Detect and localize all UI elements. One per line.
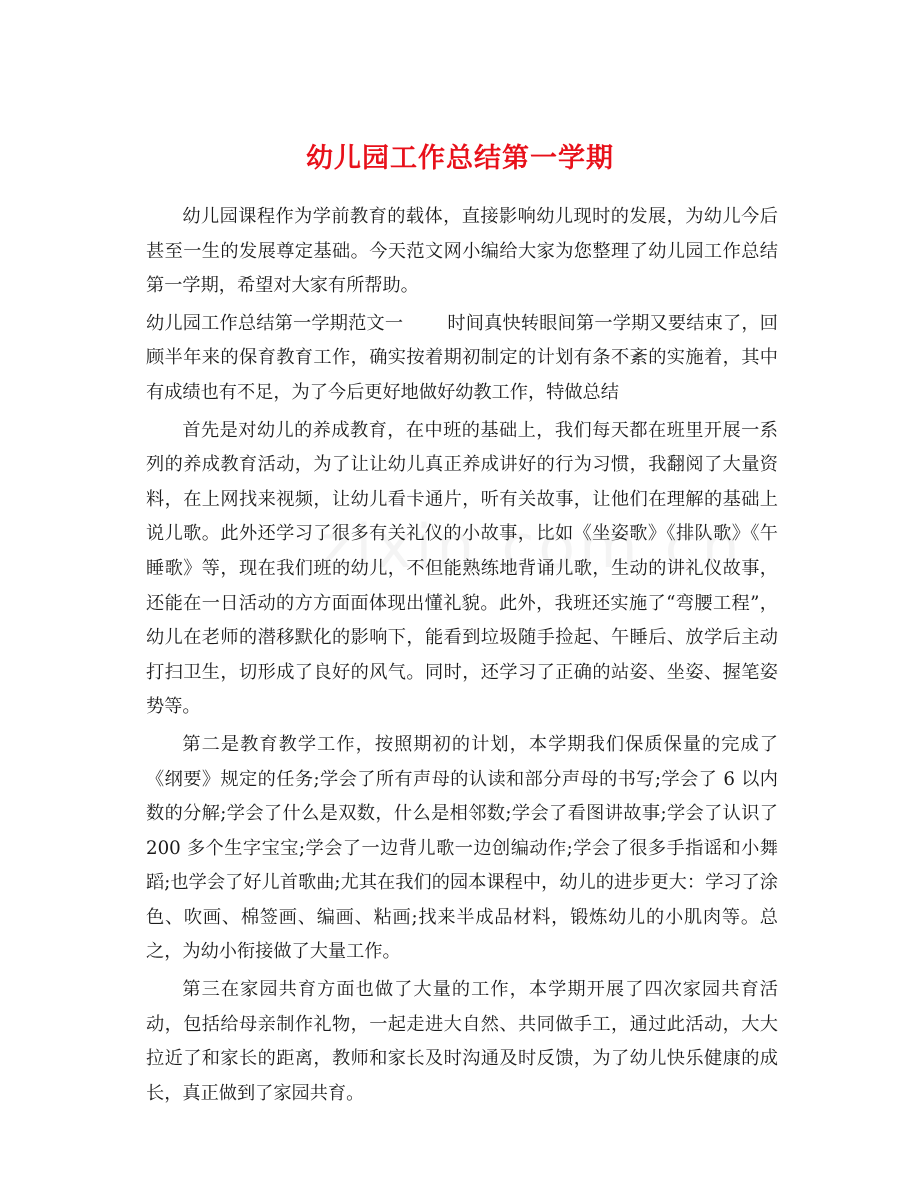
document-title: 幼儿园工作总结第一学期 [306, 143, 614, 175]
paragraph-home-school: 第三在家园共育方面也做了大量的工作，本学期开展了四次家园共育活动，包括给母亲制作礼物，一起走进大自然、共同做手工，通过此活动，大大拉近了和家长的距离，教师和家长及时沟通及时反馈，为了幼儿快乐健康的成长，真正做到了家园共育。 [146, 979, 778, 1104]
paragraph-sample-one [146, 307, 778, 411]
paragraph-teaching-work: 第二是教育教学工作，按照期初的计划，本学期我们保质保量的完成了《纲要》规定的任务;学会了所有声母的认读和部分声母的书写;学会了 6 以内数的分解;学会了什么是双数，什么是相邻数;学会了看图讲故事;学会了认识了 200 多个生字宝宝;学会了一边背儿歌一边创编动作;学会了很多手指谣和小舞蹈;也学会了好儿首歌曲;尤其在我们的园本课程中，幼儿的进步更大：学习了涂色、吹画、棉签画、编画、粘画;找来半成品材料，锻炼幼儿的小肌肉等。总之，为幼小衔接做了大量工作。 [146, 733, 778, 963]
sample-heading: 幼儿园工作总结第一学期范文一 [146, 312, 404, 334]
paragraph-intro: 幼儿园课程作为学前教育的载体，直接影响幼儿现时的发展，为幼儿今后甚至一生的发展尊定基础。今天范文网小编给大家为您整理了幼儿园工作总结第一学期，希望对大家有所帮助。 [146, 206, 778, 297]
document-body [146, 200, 778, 1114]
paragraph-habit-education: 首先是对幼儿的养成教育，在中班的基础上，我们每天都在班里开展一系列的养成教育活动，为了让让幼儿真正养成讲好的行为习惯，我翻阅了大量资料，在上网找来视频，让幼儿看卡通片，听有关故事，让他们在理解的基础上说儿歌。此外还学习了很多有关礼仪的小故事，比如《坐姿歌》《排队歌》《午睡歌》等，现在我们班的幼儿，不但能熟练地背诵儿歌，生动的讲礼仪故事，还能在一日活动的方方面面体现出懂礼貌。此外，我班还实施了“弯腰工程”，幼儿在老师的潜移默化的影响下，能看到垃圾随手捡起、午睡后、放学后主动打扫卫生，切形成了良好的风气。同时，还学习了正确的站姿、坐姿、握笔姿势等。 [146, 419, 778, 718]
sample-opening-text: 时间真快转眼间第一学期又要结束了，回顾半年来的保育教育工作，确实按着期初制定的计划有条不紊的实施着，其中有成绩也有不足，为了今后更好地做好幼教工作，特做总结 [146, 312, 778, 403]
